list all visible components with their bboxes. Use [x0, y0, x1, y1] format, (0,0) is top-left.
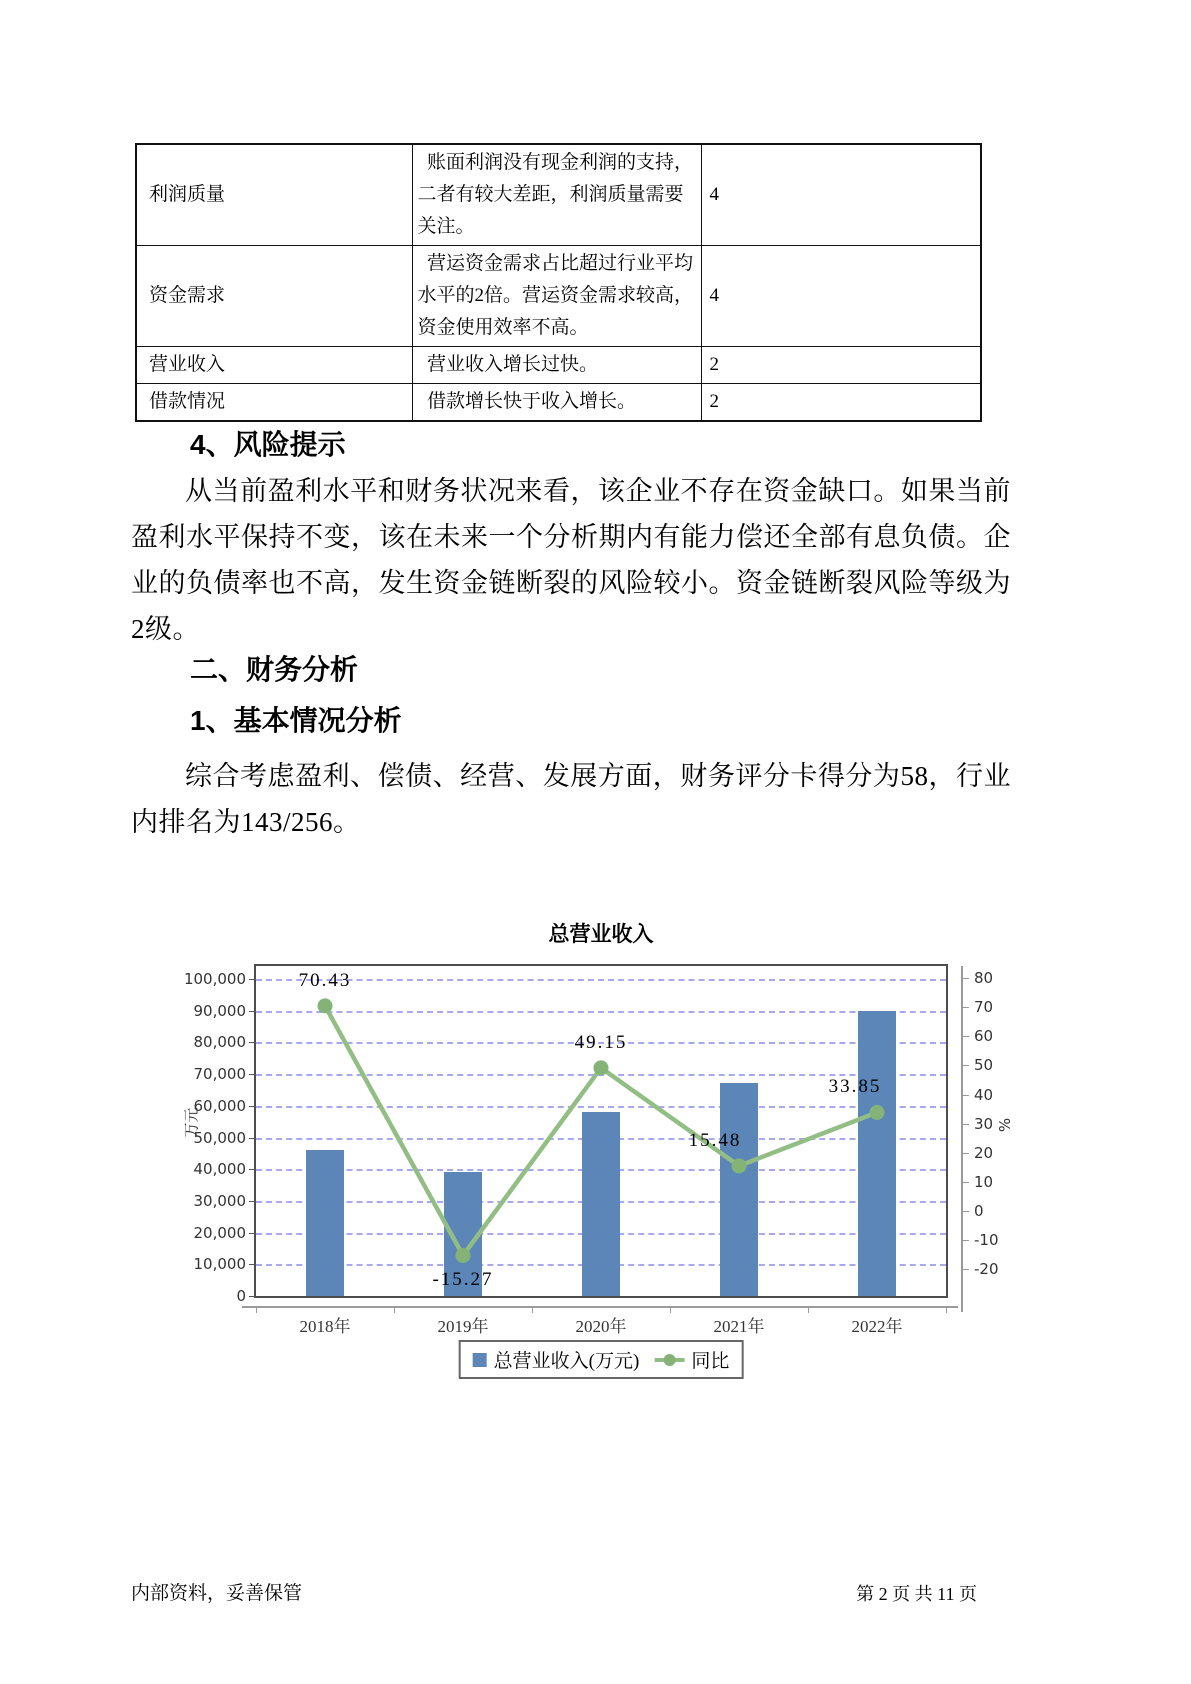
y-axis-tick-label: 0: [236, 1287, 246, 1305]
legend-line-dot: [663, 1354, 675, 1366]
row-label: 营业收入: [136, 347, 412, 384]
line-point-2022年: [870, 1105, 885, 1120]
x-axis-tick: [394, 1306, 395, 1313]
right-axis-tick: [963, 978, 969, 979]
right-axis-tick-label: 20: [974, 1143, 994, 1162]
right-axis-tick: [963, 1007, 969, 1008]
y-axis-tick-label: 60,000: [193, 1096, 246, 1115]
y-axis-tick-label: 20,000: [193, 1223, 246, 1242]
line-point-label: -15.27: [432, 1269, 494, 1291]
legend-bar-label: 总营业收入(万元): [493, 1351, 640, 1372]
y-axis-tick: [249, 1074, 256, 1075]
score-table: [135, 143, 982, 422]
right-axis-tick-label: 10: [974, 1172, 994, 1191]
y-axis-tick-label: 80,000: [193, 1033, 246, 1052]
y-axis-tick-label: 100,000: [183, 970, 246, 988]
risk-heading: 4、风险提示: [190, 429, 346, 460]
table-row: [136, 347, 981, 384]
right-axis-tick-label: 80: [974, 969, 994, 987]
y-axis-tick: [249, 1011, 256, 1012]
legend-bar-swatch: [473, 1353, 487, 1367]
line-point-2019年: [456, 1248, 471, 1263]
right-axis-tick-label: 0: [974, 1202, 984, 1220]
row-desc: 营运资金需求占比超过行业平均水平的2倍。营运资金需求较高，资金使用效率不高。: [412, 246, 701, 347]
right-axis-tick: [963, 1182, 969, 1183]
risk-paragraph: 从当前盈利水平和财务状况来看，该企业不存在资金缺口。如果当前盈利水平保持不变，该在未来一个分析期内有能力偿还全部有息负债。企业的负债率也不高，发生资金链断裂的风险较小。资金链断裂风险等级为2级。: [131, 476, 1011, 644]
right-axis-tick-label: -20: [974, 1260, 999, 1279]
row-label: 借款情况: [136, 384, 412, 422]
x-axis-label: 2018年: [299, 1317, 351, 1336]
row-desc: 营业收入增长过快。: [412, 347, 701, 384]
x-axis-tick: [256, 1306, 257, 1313]
line-point-2021年: [732, 1158, 747, 1173]
chart-title: 总营业收入: [548, 923, 654, 946]
right-axis-line: [961, 966, 963, 1312]
y-axis-tick: [249, 1264, 256, 1265]
y-axis-tick-label: 30,000: [193, 1191, 246, 1210]
row-score: 4: [701, 246, 981, 347]
x-axis-tick: [946, 1306, 947, 1313]
y-axis-tick: [249, 1169, 256, 1170]
x-axis-tick: [808, 1306, 809, 1313]
x-axis-label: 2022年: [851, 1317, 903, 1336]
y-axis-tick: [249, 979, 256, 980]
x-axis-tick: [670, 1306, 671, 1313]
row-desc: 借款增长快于收入增长。: [412, 384, 701, 422]
right-axis-tick: [963, 1065, 969, 1066]
legend-line-label: 同比: [691, 1351, 730, 1372]
right-axis-tick-label: 30: [974, 1114, 994, 1133]
chart-legend: [459, 1340, 744, 1379]
right-axis-tick-label: 40: [974, 1085, 994, 1104]
line-point-2020年: [594, 1060, 609, 1075]
y-axis-tick: [249, 1042, 256, 1043]
right-axis-tick-label: 70: [974, 998, 994, 1017]
y-axis-tick: [249, 1233, 256, 1234]
row-score: 2: [701, 347, 981, 384]
row-desc: 账面利润没有现金利润的支持，二者有较大差距，利润质量需要关注。: [412, 144, 701, 246]
table-row: [136, 246, 981, 347]
right-axis-tick: [963, 1211, 969, 1212]
right-axis-tick-label: 50: [974, 1056, 994, 1075]
table-row: [136, 384, 981, 422]
y-axis-tick: [249, 1106, 256, 1107]
x-axis-label: 2020年: [575, 1317, 627, 1336]
revenue-chart: [131, 900, 1015, 1378]
x-axis-label: 2019年: [437, 1317, 489, 1336]
right-axis-tick: [963, 1153, 969, 1154]
basic-paragraph: 综合考虑盈利、偿债、经营、发展方面，财务评分卡得分为58，行业内排名为143/256。: [131, 761, 1011, 837]
row-label: 资金需求: [136, 246, 412, 347]
right-axis-tick-label: 60: [974, 1027, 994, 1046]
row-score: 4: [701, 144, 981, 246]
line-point-label: 33.85: [828, 1076, 882, 1098]
right-axis-tick: [963, 1240, 969, 1241]
line-point-label: 70.43: [298, 969, 352, 991]
right-axis-tick: [963, 1036, 969, 1037]
row-label: 利润质量: [136, 144, 412, 246]
right-axis-tick: [963, 1095, 969, 1096]
y-axis-tick-label: 50,000: [193, 1128, 246, 1147]
chart-plot-area: [182, 964, 1015, 1336]
row-score: 2: [701, 384, 981, 422]
right-axis-tick: [963, 1124, 969, 1125]
table-row: [136, 144, 981, 246]
y-axis-tick-label: 70,000: [193, 1065, 246, 1084]
line-point-2018年: [318, 998, 333, 1013]
finance-analysis-heading: 二、财务分析: [190, 654, 359, 685]
footer-page-number: 第 2 页 共 11 页: [856, 1584, 977, 1604]
basic-analysis-heading: 1、基本情况分析: [190, 705, 402, 736]
x-axis-tick: [532, 1306, 533, 1313]
y-axis-tick-label: 40,000: [193, 1160, 246, 1179]
y-axis-tick: [249, 1138, 256, 1139]
y-axis-tick-label: 90,000: [193, 1001, 246, 1020]
line-point-label: 49.15: [574, 1031, 628, 1053]
right-axis-unit-label: %: [996, 1117, 1015, 1133]
right-axis-tick-label: -10: [974, 1231, 999, 1250]
y-axis-tick: [249, 1201, 256, 1202]
y-axis-tick-label: 10,000: [193, 1255, 246, 1274]
y-axis-tick: [249, 1296, 256, 1297]
legend-line-swatch: [654, 1358, 684, 1362]
footer-confidential-note: 内部资料，妥善保管: [131, 1583, 303, 1604]
x-axis-line: [242, 1306, 958, 1308]
yoy-line: [256, 966, 946, 1296]
line-point-label: 15.48: [688, 1129, 742, 1151]
x-axis-label: 2021年: [713, 1317, 765, 1336]
left-axis-unit-label: 万元: [182, 1107, 201, 1138]
right-axis-tick: [963, 1269, 969, 1270]
